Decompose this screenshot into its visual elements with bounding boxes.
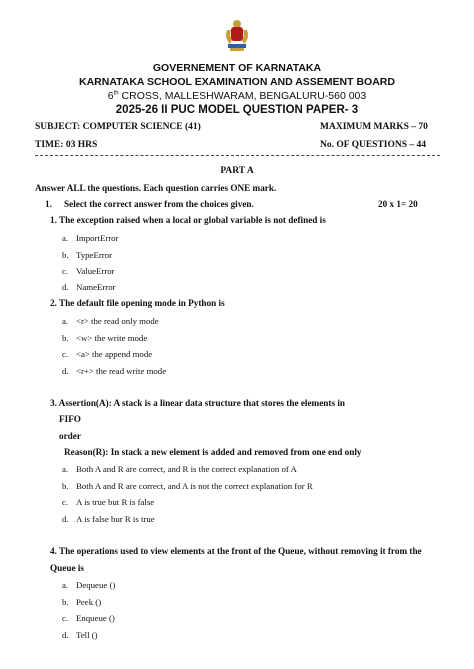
option-label: a. xyxy=(62,233,69,243)
question-text-line2: FIFO xyxy=(59,414,81,424)
option-text: ImportError xyxy=(76,233,119,243)
option-label: c. xyxy=(62,349,69,359)
option-label: c. xyxy=(62,613,69,623)
option-label: a. xyxy=(62,580,69,590)
govt-title: GOVERNEMENT OF KARNATAKA xyxy=(152,62,322,74)
option-text: TypeError xyxy=(76,250,113,260)
option-text: Dequeue () xyxy=(76,580,116,590)
paper-title: 2025-26 II PUC MODEL QUESTION PAPER- 3 xyxy=(115,104,359,116)
subject-label: SUBJECT: COMPUTER SCIENCE (41) xyxy=(35,122,201,132)
option-text: Peek () xyxy=(76,597,102,607)
option-text: Enqueue () xyxy=(76,613,115,623)
option-label: d. xyxy=(62,282,69,292)
option-label: b. xyxy=(62,250,69,260)
option-text: A is false bur R is true xyxy=(76,514,155,524)
karnataka-emblem xyxy=(222,18,252,52)
part-instruction: Answer ALL the questions. Each question carries ONE mark. xyxy=(35,183,277,193)
reason-text: Reason(R): In stack a new element is added and removed from one end only xyxy=(64,447,362,457)
num-questions-label: No. OF QUESTIONS – 44 xyxy=(320,140,427,150)
option-text: A is true but R is false xyxy=(76,497,155,507)
question-text: 2. The default file opening mode in Python is xyxy=(50,298,225,308)
option-text: Both A and R are correct, and R is the correct explanation of A xyxy=(76,464,297,474)
option-label: b. xyxy=(62,597,69,607)
question-text: 3. Assertion(A): A stack is a linear data structure that stores the elements in xyxy=(50,398,345,408)
option-label: d. xyxy=(62,514,69,524)
sub-number: 1. xyxy=(45,199,52,209)
board-title: KARNATAKA SCHOOL EXAMINATION AND ASSEMENT BOARD xyxy=(79,76,395,88)
header-divider xyxy=(35,155,440,156)
question-text: 4. The operations used to view elements at the front of the Queue, without removing it from the xyxy=(50,546,422,556)
option-text: NameError xyxy=(76,282,116,292)
option-label: b. xyxy=(62,481,69,491)
sub-marks: 20 x 1= 20 xyxy=(378,199,418,209)
option-text: ValueError xyxy=(76,266,115,276)
option-label: a. xyxy=(62,316,69,326)
option-text: <r> the read only mode xyxy=(76,316,159,326)
option-text: Both A and R are correct, and A is not the correct explanation for R xyxy=(76,481,313,491)
option-text: <w> the write mode xyxy=(76,333,148,343)
question-text: 1. The exception raised when a local or global variable is not defined is xyxy=(50,215,326,225)
time-label: TIME: 03 HRS xyxy=(35,140,98,150)
option-label: c. xyxy=(62,497,69,507)
sub-instruction: Select the correct answer from the choices given. xyxy=(64,199,254,209)
option-label: b. xyxy=(62,333,69,343)
option-label: c. xyxy=(62,266,69,276)
option-label: d. xyxy=(62,630,69,640)
part-title: PART A xyxy=(220,166,254,176)
max-marks-label: MAXIMUM MARKS – 70 xyxy=(320,122,428,132)
question-text-line2: Queue is xyxy=(50,563,84,573)
option-label: d. xyxy=(62,366,69,376)
board-address: 6th CROSS, MALLESHWARAM, BENGALURU-560 003 xyxy=(107,90,367,102)
option-label: a. xyxy=(62,464,69,474)
option-text: <a> the append mode xyxy=(76,349,153,359)
option-text: Tell () xyxy=(76,630,98,640)
option-text: <r+> the read write mode xyxy=(76,366,167,376)
question-text-line3: order xyxy=(59,431,81,441)
